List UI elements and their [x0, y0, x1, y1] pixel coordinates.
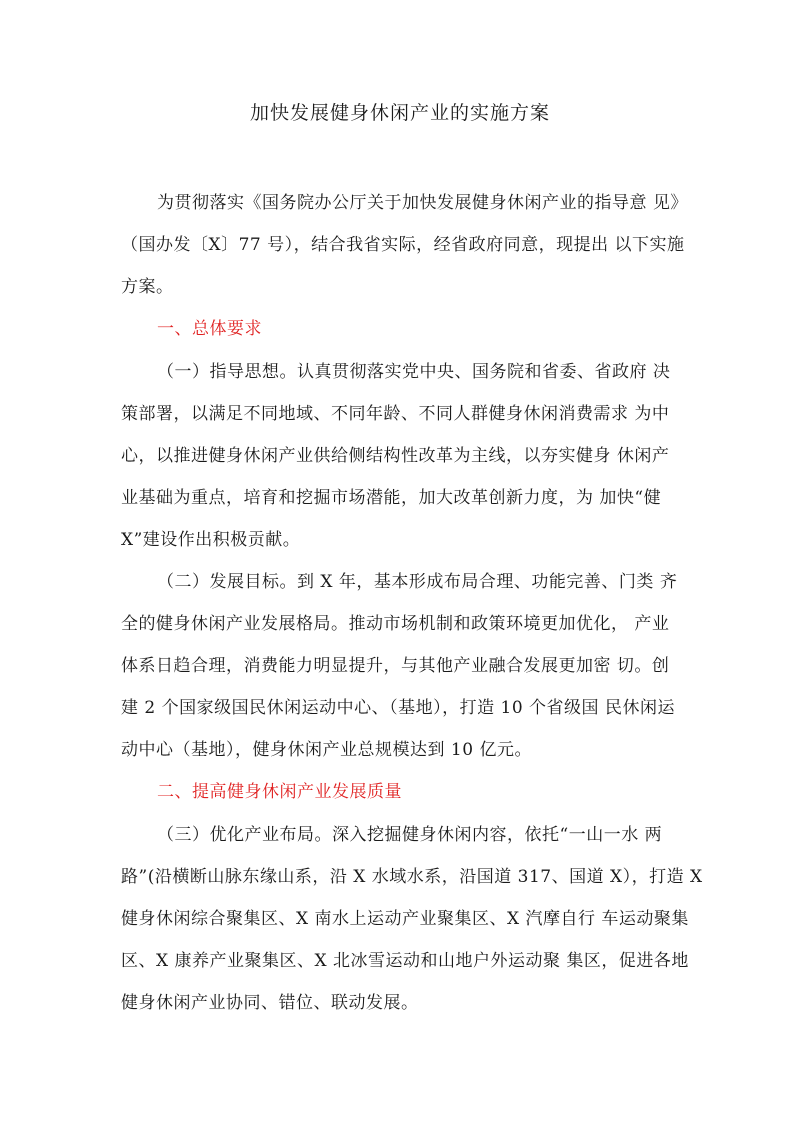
para2-line-1: （二）发展目标。到 X 年，基本形成布局合理、功能完善、门类 齐 [157, 572, 678, 592]
para1-line-4: 业基础为重点，培育和挖掘市场潜能，加大改革创新力度，为 加快“健 [121, 488, 662, 508]
para2-line-5: 动中心（基地），健身休闲产业总规模达到 10 亿元。 [121, 740, 532, 760]
para1-line-2: 策部署，以满足不同地域、不同年龄、不同人群健身休闲消费需求 为中 [121, 404, 670, 424]
para3-line-4: 区、X 康养产业聚集区、X 北冰雪运动和山地户外运动聚 集区，促进各地 [121, 951, 689, 971]
section-heading-1: 一、总体要求 [157, 319, 262, 339]
para1-line-1: （一）指导思想。认真贯彻落实党中央、国务院和省委、省政府 决 [157, 362, 671, 382]
para3-line-3: 健身休闲综合聚集区、X 南水上运动产业聚集区、X 汽摩自行 车运动聚集 [121, 909, 689, 929]
intro-line-3: 方案。 [121, 277, 174, 297]
intro-line-1: 为贯彻落实《国务院办公厅关于加快发展健身休闲产业的指导意 见》 [157, 193, 688, 213]
para2-line-3: 体系日趋合理，消费能力明显提升，与其他产业融合发展更加密 切。创 [121, 656, 670, 676]
para2-line-2: 全的健身休闲产业发展格局。推动市场机制和政策环境更加优化， 产业 [121, 614, 670, 634]
para3-line-5: 健身休闲产业协同、错位、联动发展。 [121, 993, 419, 1013]
para3-line-2: 路”(沿横断山脉东缘山系，沿 X 水域水系，沿国道 317、国道 X），打造 X [121, 867, 703, 887]
intro-line-2: （国办发〔X〕77 号），结合我省实际，经省政府同意，现提出 以下实施 [121, 235, 685, 255]
para2-line-4: 建 2 个国家级国民休闲运动中心、（基地），打造 10 个省级国 民休闲运 [121, 698, 675, 718]
para1-line-3: 心，以推进健身休闲产业供给侧结构性改革为主线，以夯实健身 休闲产 [121, 446, 670, 466]
para3-line-1: （三）优化产业布局。深入挖掘健身休闲内容，依托“一山一水 两 [157, 825, 663, 845]
para1-line-5: X”建设作出积极贡献。 [121, 530, 301, 550]
document-title: 加快发展健身休闲产业的实施方案 [249, 102, 550, 124]
section-heading-2: 二、提高健身休闲产业发展质量 [157, 782, 402, 802]
